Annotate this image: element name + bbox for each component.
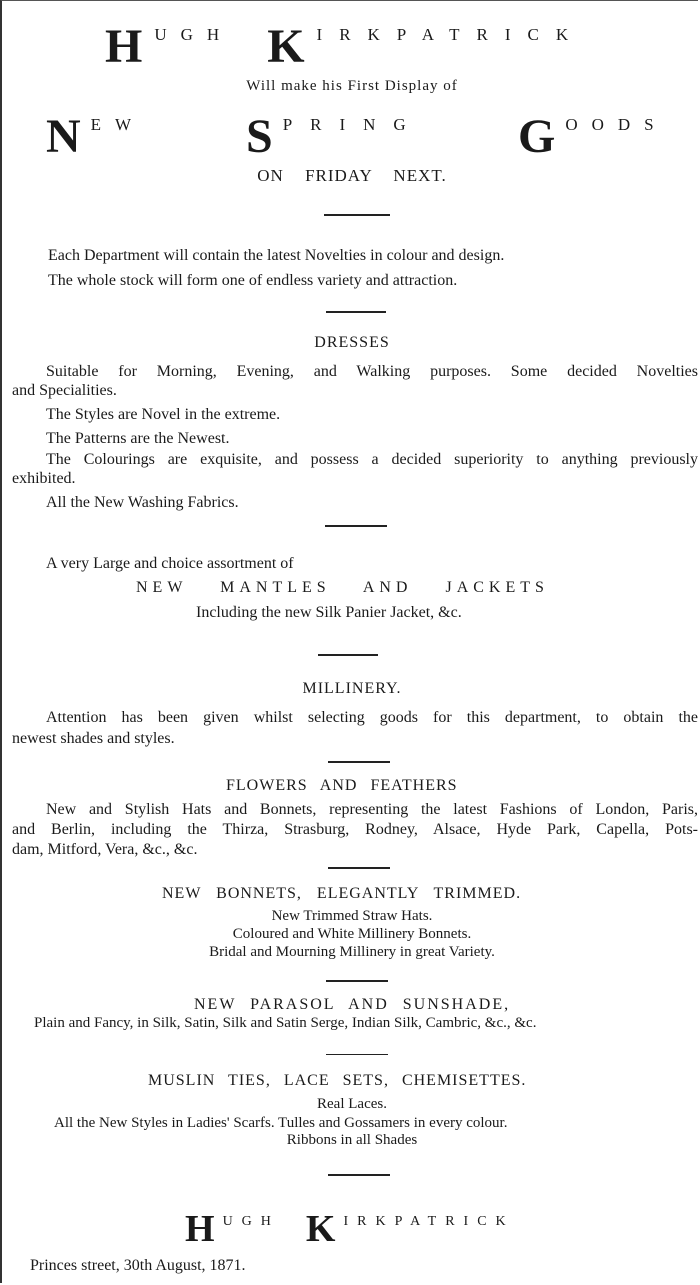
dresses-para-3: The Patterns are the Newest. — [46, 430, 230, 447]
dresses-para-4b: exhibited. — [12, 470, 76, 487]
goods-word — [518, 110, 668, 163]
flowers-heading: FLOWERS AND FEATHERS — [226, 777, 458, 794]
display-line: Will make his First Display of — [246, 78, 458, 94]
divider — [328, 867, 390, 869]
dresses-heading: DRESSES — [314, 334, 390, 351]
millinery-para-1a: Attention has been given whilst selecting goods for this department, to obtain the — [46, 709, 698, 726]
dresses-para-2: The Styles are Novel in the extreme. — [46, 406, 281, 423]
divider — [325, 525, 387, 527]
divider — [324, 214, 390, 216]
bonnets-line-1: New Trimmed Straw Hats. — [271, 908, 433, 924]
intro-line-2: The whole stock will form one of endless variety and attraction. — [48, 272, 458, 289]
flowers-para-1c: dam, Mitford, Vera, &c., &c. — [12, 841, 198, 858]
muslin-line-1: Real Laces. — [317, 1096, 387, 1112]
spring-initial: S — [246, 110, 273, 163]
dresses-para-1b: and Specialities. — [12, 382, 117, 399]
new-word — [46, 110, 146, 163]
day-line: ON FRIDAY NEXT. — [257, 166, 447, 185]
divider — [328, 761, 390, 763]
divider — [326, 980, 388, 982]
divider — [318, 654, 378, 656]
mantles-heading: NEW MANTLES AND JACKETS — [136, 579, 549, 596]
dresses-para-5: All the New Washing Fabrics. — [46, 494, 239, 511]
millinery-para-1b: newest shades and styles. — [12, 730, 175, 747]
muslin-line-2: All the New Styles in Ladies' Scarfs. Tulles and Gossamers in every colour. — [54, 1115, 508, 1131]
parasol-heading: NEW PARASOL AND SUNSHADE, — [194, 996, 511, 1013]
mantles-sub: Including the new Silk Panier Jacket, &c. — [196, 604, 462, 621]
divider — [326, 1054, 388, 1055]
flowers-para-1a: New and Stylish Hats and Bonnets, representing the latest Fashions of London, Paris, — [46, 801, 698, 818]
flowers-para-1b: and Berlin, including the Thirza, Strasburg, Rodney, Alsace, Hyde Park, Capella, Pots- — [12, 821, 698, 838]
spring-rest: PRING — [282, 115, 424, 134]
name-initial-h: H — [105, 20, 143, 73]
new-initial: N — [46, 110, 81, 163]
bonnets-line-2: Coloured and White Millinery Bonnets. — [232, 926, 472, 942]
intro-line-1: Each Department will contain the latest Novelties in colour and design. — [48, 247, 505, 264]
footer-name — [185, 1207, 515, 1251]
footer-initial-k: K — [305, 1208, 336, 1250]
masthead-name — [105, 20, 586, 73]
muslin-heading: MUSLIN TIES, LACE SETS, CHEMISETTES. — [148, 1072, 527, 1089]
dresses-para-4a: The Colourings are exquisite, and possess a decided superiority to anything previously — [46, 451, 698, 468]
parasol-line-1: Plain and Fancy, in Silk, Satin, Silk and Satin Serge, Indian Silk, Cambric, &c., &c. — [34, 1015, 537, 1031]
footer-address: Princes street, 30th August, 1871. — [30, 1257, 246, 1274]
goods-initial: G — [518, 110, 556, 163]
footer-rest-ugh: UGH — [222, 1214, 280, 1229]
name-rest-irkpatrick: IRKPATRICK — [316, 25, 586, 44]
new-rest: EW — [90, 115, 146, 134]
goods-rest: OODS — [565, 115, 668, 134]
bonnets-line-3: Bridal and Mourning Millinery in great Variety. — [209, 944, 495, 960]
dresses-para-1a: Suitable for Morning, Evening, and Walking purposes. Some decided Novelties — [46, 363, 698, 380]
millinery-heading: MILLINERY. — [302, 680, 402, 697]
divider — [328, 1174, 390, 1176]
name-initial-k: K — [267, 20, 305, 73]
mantles-intro: A very Large and choice assortment of — [46, 555, 294, 572]
muslin-line-3: Ribbons in all Shades — [286, 1132, 418, 1148]
footer-initial-h: H — [185, 1208, 215, 1250]
footer-rest-irkpatrick: IRKPATRICK — [343, 1214, 515, 1229]
name-rest-ugh: UGH — [154, 25, 234, 44]
divider — [326, 311, 386, 313]
spring-word — [246, 110, 424, 163]
bonnets-heading: NEW BONNETS, ELEGANTLY TRIMMED. — [162, 885, 522, 902]
